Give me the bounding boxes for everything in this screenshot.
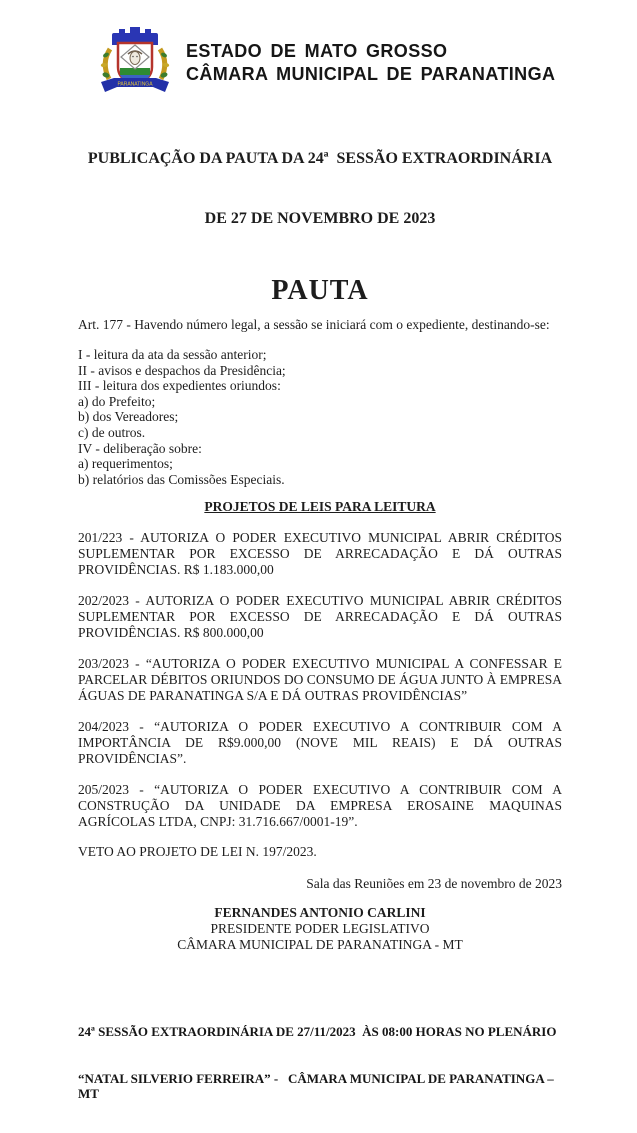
signature-org: CÂMARA MUNICIPAL DE PARANATINGA - MT [177, 937, 463, 953]
letterhead [94, 25, 562, 101]
session-footer [78, 993, 562, 1133]
crest-bull-head [130, 52, 140, 65]
document-content [78, 0, 562, 1133]
footer-line-1: 24ª SESSÃO EXTRAORDINÁRIA DE 27/11/2023 ÀS 08:00 HORAS NO PLENÁRIO [78, 1024, 557, 1040]
list-item: a) requerimentos; [78, 456, 173, 472]
signature-role: PRESIDENTE PODER LEGISLATIVO [210, 921, 430, 937]
signature-name: FERNANDES ANTONIO CARLINI [214, 905, 426, 921]
list-item: IV - deliberação sobre: [78, 440, 202, 456]
page-title: PAUTA [271, 275, 369, 306]
crest-wreath-right [160, 49, 170, 79]
crest-wreath-left [101, 49, 111, 79]
intro-paragraph: Art. 177 - Havendo número legal, a sessão se iniciará com o expediente, destinando-se: [78, 317, 550, 332]
list-item: III - leitura dos expedientes oriundos: [78, 378, 281, 394]
list-item: c) de outros. [78, 424, 146, 440]
crest-ribbon-text: PARANATINGA [117, 81, 153, 88]
list-item: II - avisos e despachos da Presidência; [78, 362, 286, 378]
dateline: Sala das Reuniões em 23 de novembro de 2023 [306, 876, 562, 892]
footer-line-2: “NATAL SILVERIO FERREIRA” - CÂMARA MUNICIPAL DE PARANATINGA – MT [78, 1070, 557, 1102]
publication-heading [78, 109, 562, 269]
section-heading-text: PROJETOS DE LEIS PARA LEITURA [204, 499, 436, 515]
org-chamber-line: CÂMARA MUNICIPAL DE PARANATINGA [186, 64, 556, 84]
project-item-204: 204/2023 - “AUTORIZA O PODER EXECUTIVO A CONTRIBUIR COM A IMPORTÂNCIA DE R$9.000,00 (NOVE MIL REAIS) E DÁ OUTRAS PROVIDÊNCIAS”. [78, 719, 562, 767]
signature-block [78, 905, 562, 953]
expediente-list [78, 347, 562, 487]
project-item-201: 201/223 - AUTORIZA O PODER EXECUTIVO MUNICIPAL ABRIR CRÉDITOS SUPLEMENTAR POR EXCESSO DE ARRECADAÇÃO E DÁ OUTRAS PROVIDÊNCIAS. R$ 1.183.000,00 [78, 530, 562, 578]
list-item: a) do Prefeito; [78, 393, 156, 409]
publication-line-2: DE 27 DE NOVEMBRO DE 2023 [204, 210, 436, 227]
project-item-205: 205/2023 - “AUTORIZA O PODER EXECUTIVO A CONTRIBUIR COM A CONSTRUÇÃO DA UNIDADE DA EMPRESA EROSAINE MAQUINAS AGRÍCOLAS LTDA, CNPJ: 31.716.667/0001-19”. [78, 782, 562, 830]
project-item-202: 202/2023 - AUTORIZA O PODER EXECUTIVO MUNICIPAL ABRIR CRÉDITOS SUPLEMENTAR POR EXCESSO DE ARRECADAÇÃO E DÁ OUTRAS PROVIDÊNCIAS. R$ 800.000,00 [78, 593, 562, 641]
org-name-block [186, 40, 555, 86]
list-item: b) relatórios das Comissões Especiais. [78, 471, 285, 487]
project-item-203: 203/2023 - “AUTORIZA O PODER EXECUTIVO MUNICIPAL A CONFESSAR E PARCELAR DÉBITOS ORIUNDOS DO CONSUMO DE ÁGUA JUNTO À EMPRESA ÁGUAS DE PARANATINGA S/A E DÁ OUTRAS PROVIDÊNCIAS” [78, 656, 562, 704]
list-item: I - leitura da ata da sessão anterior; [78, 347, 267, 362]
veto-line: VETO AO PROJETO DE LEI N. 197/2023. [78, 844, 317, 860]
coat-of-arms-icon [94, 25, 176, 101]
list-item: b) dos Vereadores; [78, 409, 179, 425]
section-heading [78, 499, 562, 515]
org-state-line: ESTADO DE MATO GROSSO [186, 41, 448, 61]
publication-line-1: PUBLICAÇÃO DA PAUTA DA 24ª SESSÃO EXTRAORDINÁRIA [87, 150, 553, 167]
